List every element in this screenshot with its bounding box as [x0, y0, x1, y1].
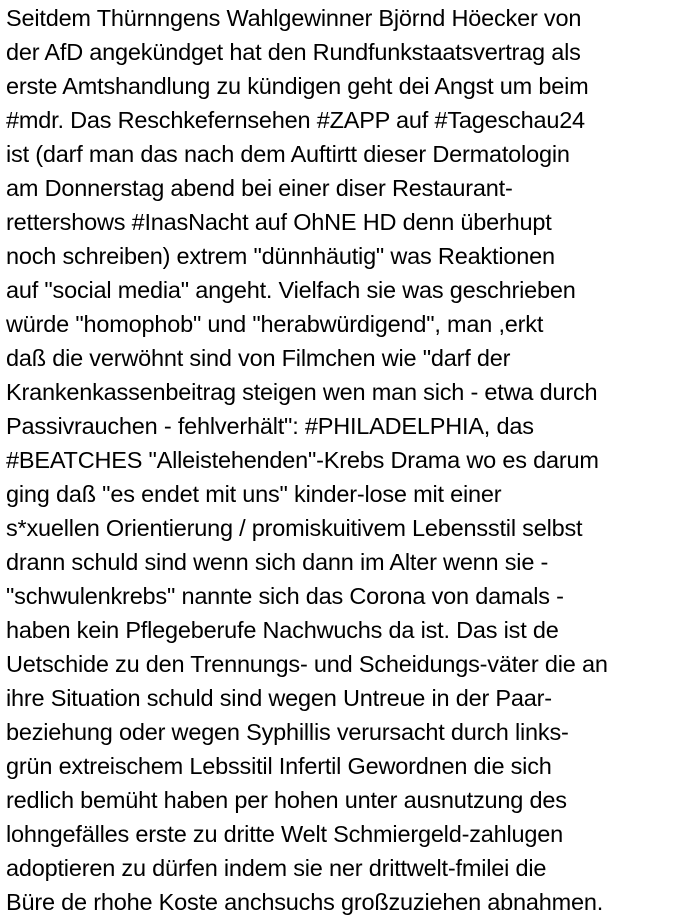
text-line-15: ging daß "es endet mit uns" kinder-lose mit einer	[6, 481, 502, 507]
document-text-block	[6, 1, 682, 919]
text-line-2: der AfD angekündget hat den Rundfunkstaatsvertrag als	[6, 39, 581, 65]
text-line-1: Seitdem Thürnngens Wahlgewinner Björnd Höecker von	[6, 5, 582, 31]
text-line-11: daß die verwöhnt sind von Filmchen wie "darf der	[6, 345, 511, 371]
text-line-7: rettershows #InasNacht auf OhNE HD denn überhupt	[6, 209, 552, 235]
text-line-20: Uetschide zu den Trennungs- und Scheidungs-väter die an	[6, 651, 608, 677]
text-line-24: redlich bemüht haben per hohen unter ausnutzung des	[6, 787, 567, 813]
text-line-18: "schwulenkrebs" nannte sich das Corona von damals -	[6, 583, 564, 609]
text-line-8: noch schreiben) extrem "dünnhäutig" was Reaktionen	[6, 243, 555, 269]
text-line-10: würde "homophob" und "herabwürdigend", man ,erkt	[6, 311, 544, 337]
text-line-12: Krankenkassenbeitrag steigen wen man sich - etwa durch	[6, 379, 598, 405]
text-line-13: Passivrauchen - fehlverhält": #PHILADELPHIA, das	[6, 413, 534, 439]
text-line-22: beziehung oder wegen Syphillis verursacht durch links-	[6, 719, 569, 745]
text-line-27: Büre de rhohe Koste anchsuchs großzuziehen abnahmen.	[6, 889, 604, 915]
text-line-5: ist (darf man das nach dem Auftirtt dieser Dermatologin	[6, 141, 570, 167]
text-line-17: drann schuld sind wenn sich dann im Alter wenn sie -	[6, 549, 549, 575]
text-line-9: auf "social media" angeht. Vielfach sie was geschrieben	[6, 277, 576, 303]
text-line-19: haben kein Pflegeberufe Nachwuchs da ist. Das ist de	[6, 617, 559, 643]
text-line-4: #mdr. Das Reschkefernsehen #ZAPP auf #Tageschau24	[6, 107, 585, 133]
text-line-23: grün extreischem Lebssitil Infertil Gewordnen die sich	[6, 753, 552, 779]
text-line-14: #BEATCHES "Alleistehenden"-Krebs Drama wo es darum	[6, 447, 599, 473]
text-line-21: ihre Situation schuld sind wegen Untreue in der Paar-	[6, 685, 552, 711]
text-line-26: adoptieren zu dürfen indem sie ner drittwelt-fmilei die	[6, 855, 547, 881]
text-line-3: erste Amtshandlung zu kündigen geht dei Angst um beim	[6, 73, 589, 99]
text-line-6: am Donnerstag abend bei einer diser Restaurant-	[6, 175, 513, 201]
text-line-25: lohngefälles erste zu dritte Welt Schmiergeld-zahlugen	[6, 821, 563, 847]
text-line-16: s*xuellen Orientierung / promiskuitivem Lebensstil selbst	[6, 515, 583, 541]
